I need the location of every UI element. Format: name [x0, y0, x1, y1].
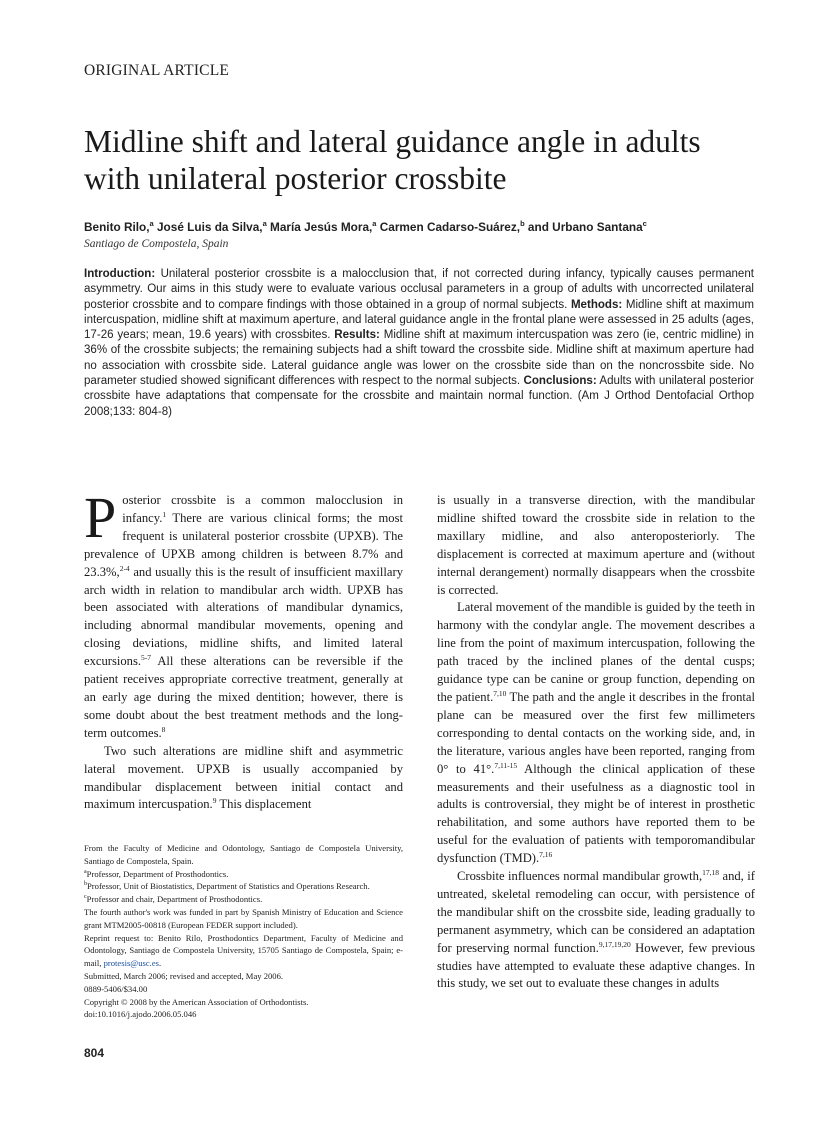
body-column-left: [84, 485, 403, 814]
footnote-text: .: [159, 958, 162, 969]
footnote-text: Professor, Unit of Biostatistics, Department of Statistics and Operations Research.: [87, 881, 370, 892]
body-paragraph: [437, 599, 755, 868]
article-title: Midline shift and lateral guidance angle in adults with unilateral posterior crossbite: [84, 124, 701, 196]
footnote-author-c: [84, 893, 403, 906]
abstract-results-text: Midline shift at maximum intercuspation was zero (ie, centric midline) in 36% of the crossbite subjects; the remaining subjects had a shift toward the crossbite side. Midline shift at maximum aperture had no association with crossbite side. Lateral guidance angle was lower on the crossbite side than on the noncrossbite side. No parameter studied showed significant differences with respect to the normal subjects.: [84, 329, 754, 388]
citation-ref[interactable]: 7,11-15: [494, 760, 518, 770]
author-name: and Urbano Santana: [524, 219, 643, 234]
body-paragraph: is usually in a transverse direction, with the mandibular midline shifted toward the crossbite side in relation to the maxillary midline, and also anteroposteriorly. The displacement is corrected at maximum aperture and (without internal derangement) normally disappears when the crossbite is corrected.: [437, 493, 755, 597]
footnote-dates: Submitted, March 2006; revised and accepted, May 2006.: [84, 970, 284, 981]
footnote-author-b: [84, 880, 403, 893]
author-affil-mark: a: [372, 219, 377, 228]
footnote-copyright: Copyright © 2008 by the American Association of Orthodontists.: [84, 996, 309, 1007]
body-text: Although the clinical application of these measurements and their usefulness as a diagnostic tool in adults is controversial, they might be of interest in prosthetic rehabilitation, and some authors have reported them to be useful for the evaluation of patients with temporomandibular dysfunction (TMD).: [437, 761, 755, 866]
author-affil-mark: a: [262, 219, 267, 228]
abstract-methods-text: Midline shift at maximum intercuspation, midline shift at maximum aperture, and lateral guidance angle in the frontal plane were assessed in 25 adults (ages, 17-26 years; mean, 19.6 years) with crossbites.: [84, 298, 755, 342]
footnote-mark: b: [84, 881, 87, 888]
body-text: Crossbite influences normal mandibular growth,: [457, 869, 703, 884]
footnote-author-a: [84, 868, 403, 881]
citation-ref[interactable]: 5-7: [141, 652, 152, 662]
footnote-mark: a: [84, 868, 87, 875]
author-affil-mark: a: [149, 219, 154, 228]
footnote-text: Reprint request to: Benito Rilo, Prosthodontics Department, Faculty of Medicine and Odontology, Santiago de Compostela University, 15705 Santiago de Compostela, Spain; e-mail,: [84, 932, 403, 969]
body-text: Two such alterations are midline shift and asymmetric lateral movement. UPXB is usually accompanied by mandibular displacement between initial contact and maximum intercuspation.: [84, 743, 403, 812]
footnote-funding: The fourth author's work was funded in part by Spanish Ministry of Education and Science grant MTM2005-00818 (European FEDER support included).: [84, 906, 403, 930]
citation-ref[interactable]: 9,17,19,20: [598, 939, 631, 949]
author-list: [84, 219, 764, 234]
body-text: Lateral movement of the mandible is guided by the teeth in harmony with the condylar angle. The movement describes a line from the point of maximum intercuspation, following the path traced by the inclined planes of the dental cusps; guidance type can be canine or group function, depending on the patient.: [437, 600, 755, 704]
abstract-conclusions-text: Adults with unilateral posterior crossbite have adaptations that compensate for the crossbite and maintain normal function. (Am J Orthod Dentofacial Orthop 2008;133: 804-8): [84, 375, 755, 418]
author-name: Carmen Cadarso-Suárez,: [376, 219, 521, 234]
citation-ref[interactable]: 17,18: [702, 867, 719, 877]
body-paragraph: [84, 743, 403, 815]
citation-ref[interactable]: 7,10: [493, 688, 507, 698]
section-label: ORIGINAL ARTICLE: [84, 62, 230, 79]
email-link[interactable]: protesis@usc.es: [103, 958, 159, 969]
body-text: There are various clinical forms; the most frequent is unilateral posterior crossbite (UPXB). The prevalence of UPXB among children is between 8.7% and 23.3%,: [84, 510, 403, 579]
author-affil-mark: c: [642, 219, 647, 228]
citation-ref[interactable]: 1: [162, 509, 167, 519]
body-text: osterior crossbite is a common malocclusion in infancy.: [122, 493, 403, 525]
citation-ref[interactable]: 9: [212, 796, 217, 806]
body-text: However, few previous studies have attempted to evaluate these adaptive changes. In this study, we set out to evaluate these changes in adults: [437, 940, 756, 991]
footnote-text: Professor and chair, Department of Prosthodontics.: [86, 894, 263, 905]
abstract-intro-label: Introduction:: [84, 268, 156, 280]
body-text: and usually this is the result of insufficient maxillary arch width in relation to mandibular arch width. UPXB has been associated with alterations of mandibular dynamics, including abnormal mandibular movements, opening and closing deviations, midline shifts, and limited lateral excursions.: [84, 564, 403, 669]
abstract-intro-text: Unilateral posterior crossbite is a malocclusion that, if not corrected during infancy, typically causes permanent asymmetry. Our aims in this study were to evaluate various occlusal parameters in a group of adults with uncorrected unilateral posterior crossbite and to compare findings with those obtained in a group of normal subjects.: [84, 268, 754, 311]
body-paragraph: [84, 485, 403, 743]
abstract-conclusions-label: Conclusions:: [523, 375, 597, 388]
footnote-doi: doi:10.1016/j.ajodo.2006.05.046: [84, 1009, 197, 1020]
page-number: 804: [84, 1046, 105, 1060]
abstract-results-label: Results:: [334, 329, 380, 342]
body-text: All these alterations can be reversible if the patient receives appropriate corrective treatment, generally at an early age during the mixed dentition; however, there is some doubt about the best treatment methods and the long-term outcomes.: [84, 654, 403, 740]
body-text: The path and the angle it describes in the frontal plane can be measured over the first few millimeters corresponding to dental contacts on the working side, and, in the literature, various angles have been reported, ranging from 0° to 41°.: [437, 689, 756, 776]
abstract: [84, 267, 754, 420]
footnote-reprint: [84, 932, 403, 970]
footnote-text: Professor, Department of Prosthodontics.: [86, 868, 229, 879]
citation-ref[interactable]: 2-4: [119, 563, 130, 573]
citation-ref[interactable]: 8: [161, 724, 166, 734]
body-paragraph: [437, 868, 755, 993]
abstract-methods-label: Methods:: [570, 298, 623, 311]
footnote-affiliation: From the Faculty of Medicine and Odontology, Santiago de Compostela University, Santiago de Compostela, Spain.: [84, 843, 403, 866]
author-name: José Luis da Silva,: [153, 219, 263, 234]
author-affiliation: Santiago de Compostela, Spain: [84, 238, 229, 250]
body-text: and, if untreated, skeletal remodeling can occur, with persistence of the mandibular shift on the crossbite side, leading gradually to permanent asymmetry, which can be considered an adaptation for preserving normal function.: [437, 869, 755, 955]
author-name: Benito Rilo,: [84, 219, 150, 234]
footnotes: [84, 842, 403, 1021]
drop-cap: P: [84, 485, 117, 550]
author-name: María Jesús Mora,: [266, 219, 373, 234]
footnote-issn: 0889-5406/$34.00: [84, 983, 148, 994]
body-text: This displacement: [216, 797, 312, 812]
author-affil-mark: b: [520, 219, 525, 228]
footnote-mark: c: [84, 894, 87, 901]
citation-ref[interactable]: 7,16: [539, 849, 553, 859]
body-column-right: [437, 492, 755, 993]
